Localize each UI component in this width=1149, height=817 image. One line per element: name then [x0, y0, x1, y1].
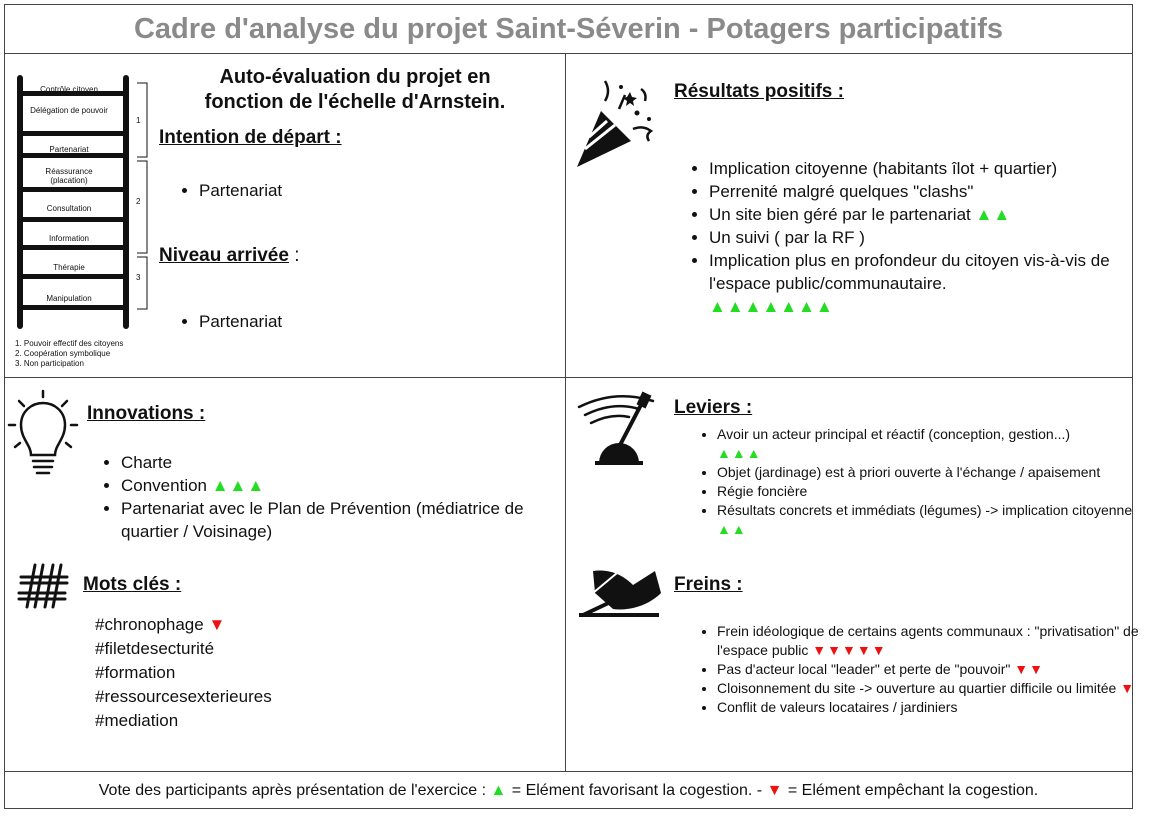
item-text: Pas d'acteur local "leader" et perte de "pouvoir": [717, 661, 1015, 677]
arnstein-heading: [165, 65, 545, 115]
ladder-step-2: Délégation de pouvoir: [30, 106, 108, 115]
item-text: Un site bien géré par le partenariat: [709, 205, 976, 224]
list-item: [717, 482, 1147, 501]
innovations-title: Innovations :: [87, 403, 206, 424]
item-text: Résultats concrets et immédiats (légumes) -> implication citoyenne: [717, 502, 1133, 518]
down-votes: ▼: [1120, 680, 1136, 696]
arnstein-heading-line: fonction de l'échelle d'Arnstein.: [204, 91, 506, 113]
ladder-step-3: Partenariat: [49, 145, 89, 154]
legend-prefix: Vote des participants après présentation de l'exercice :: [98, 782, 491, 799]
list-item: [717, 698, 1147, 717]
list-item: [709, 203, 1139, 226]
list-item: [717, 501, 1147, 539]
item-text: Implication plus en profondeur du citoyen vis-à-vis de l'espace public/communautaire.: [709, 251, 1110, 293]
item-text: Implication citoyenne (habitants îlot + quartier): [709, 159, 1058, 178]
keyword: [95, 613, 272, 637]
brakes-title: Freins :: [674, 574, 743, 595]
keyword-text: #mediation: [95, 711, 179, 730]
list-item: • Partenariat: [199, 310, 282, 333]
list-item: [709, 180, 1139, 203]
list-item: [121, 451, 561, 474]
legend-up-text: = Elément favorisant la cogestion. -: [507, 782, 767, 799]
ladder-legend: [15, 339, 123, 369]
up-arrow-icon: ▲: [490, 782, 508, 799]
ladder-step-5: Consultation: [46, 204, 92, 213]
ladder-step-6: Information: [48, 234, 90, 243]
list-item: [709, 226, 1139, 249]
up-votes: ▲▲: [717, 521, 747, 537]
legend-down-text: = Elément empêchant la cogestion.: [783, 782, 1039, 799]
keywords-title: Mots clés :: [83, 574, 182, 595]
vertical-divider: [565, 53, 566, 771]
list-item: [709, 249, 1139, 318]
legend-line: 1. Pouvoir effectif des citoyens: [15, 339, 124, 348]
item-text: Cloisonnement du site -> ouverture au quartier difficile ou limitée: [717, 680, 1121, 696]
down-votes: ▼▼▼▼▼: [812, 642, 887, 658]
page-title: Cadre d'analyse du projet Saint-Séverin - Potagers participatifs: [5, 5, 1132, 54]
vote-legend: [5, 772, 1132, 810]
keyword-text: #formation: [95, 663, 176, 682]
intention-list: [177, 179, 282, 202]
keyword: [95, 637, 272, 661]
item-text: Partenariat avec le Plan de Prévention (médiatrice de quartier / Voisinage): [121, 499, 524, 541]
item-text: Un suivi ( par la RF ): [709, 228, 865, 247]
down-votes: ▼: [208, 615, 227, 634]
item-text: Régie foncière: [717, 483, 808, 499]
item-text: Avoir un acteur principal et réactif (conception, gestion...): [717, 426, 1071, 442]
down-arrow-icon: ▼: [766, 782, 784, 799]
levers-title: Leviers :: [674, 397, 753, 418]
keyword: [95, 685, 272, 709]
item-text: Frein idéologique de certains agents communaux : "privatisation" de l'espace public: [717, 623, 1139, 658]
up-votes: ▲▲▲▲▲▲▲: [709, 297, 834, 316]
hashtag-icon: [17, 561, 71, 611]
arrival-title: [159, 245, 299, 267]
ladder-step-1: Contrôle citoyen: [40, 85, 98, 94]
analysis-frame: [4, 4, 1139, 809]
lightbulb-icon: [7, 389, 79, 479]
ladder-step-7: Thérapie: [53, 263, 85, 272]
keywords-list: [95, 613, 272, 733]
keyword: [95, 661, 272, 685]
list-item: [121, 497, 561, 543]
down-votes: ▼▼: [1014, 661, 1044, 677]
list-item: [717, 622, 1147, 660]
item-text: Conflit de valeurs locataires / jardiniers: [717, 699, 958, 715]
up-votes: ▲▲▲: [211, 476, 266, 495]
item-text: Convention: [121, 476, 212, 495]
brakes-list: [695, 622, 1147, 717]
legend-line: 2. Coopération symbolique: [15, 349, 111, 358]
keyword: [95, 709, 272, 733]
list-item: [717, 463, 1147, 482]
ladder-step-8: Manipulation: [46, 294, 92, 303]
list-item: [717, 679, 1147, 698]
item-text: Objet (jardinage) est à priori ouverte à l'échange / apaisement: [717, 464, 1101, 480]
up-votes: ▲▲▲: [717, 445, 762, 461]
arrival-colon: :: [288, 245, 300, 266]
party-popper-icon: [571, 79, 661, 171]
ladder-group-1: 1: [136, 116, 141, 125]
lever-icon: [575, 387, 661, 467]
brake-pedal-icon: [577, 563, 663, 619]
innovations-list: [99, 451, 561, 543]
item-text: Perrenité malgré quelques "clashs": [709, 182, 974, 201]
arrival-list: [177, 310, 282, 333]
ladder-step-4: Réassurance (placation): [45, 167, 93, 185]
results-title: Résultats positifs :: [674, 81, 844, 102]
horizontal-divider: [5, 377, 1132, 378]
legend-line: 3. Non participation: [15, 359, 84, 368]
arnstein-heading-line: Auto-évaluation du projet en: [219, 66, 491, 88]
list-item: • Partenariat: [199, 179, 282, 202]
results-list: [687, 157, 1139, 318]
arrival-title-text: Niveau arrivée: [159, 245, 289, 266]
list-item: [121, 474, 561, 497]
levers-list: [695, 425, 1147, 539]
intention-title: Intention de départ :: [159, 127, 342, 148]
list-item: [709, 157, 1139, 180]
list-item: [717, 660, 1147, 679]
keyword-text: #chronophage: [95, 615, 209, 634]
up-votes: ▲▲: [975, 205, 1012, 224]
keyword-text: #ressourcesexterieures: [95, 687, 272, 706]
ladder-group-2: 2: [136, 197, 141, 206]
keyword-text: #filetdesecturité: [95, 639, 215, 658]
ladder-group-3: 3: [136, 273, 141, 282]
list-item: [717, 425, 1147, 463]
item-text: Charte: [121, 453, 173, 472]
